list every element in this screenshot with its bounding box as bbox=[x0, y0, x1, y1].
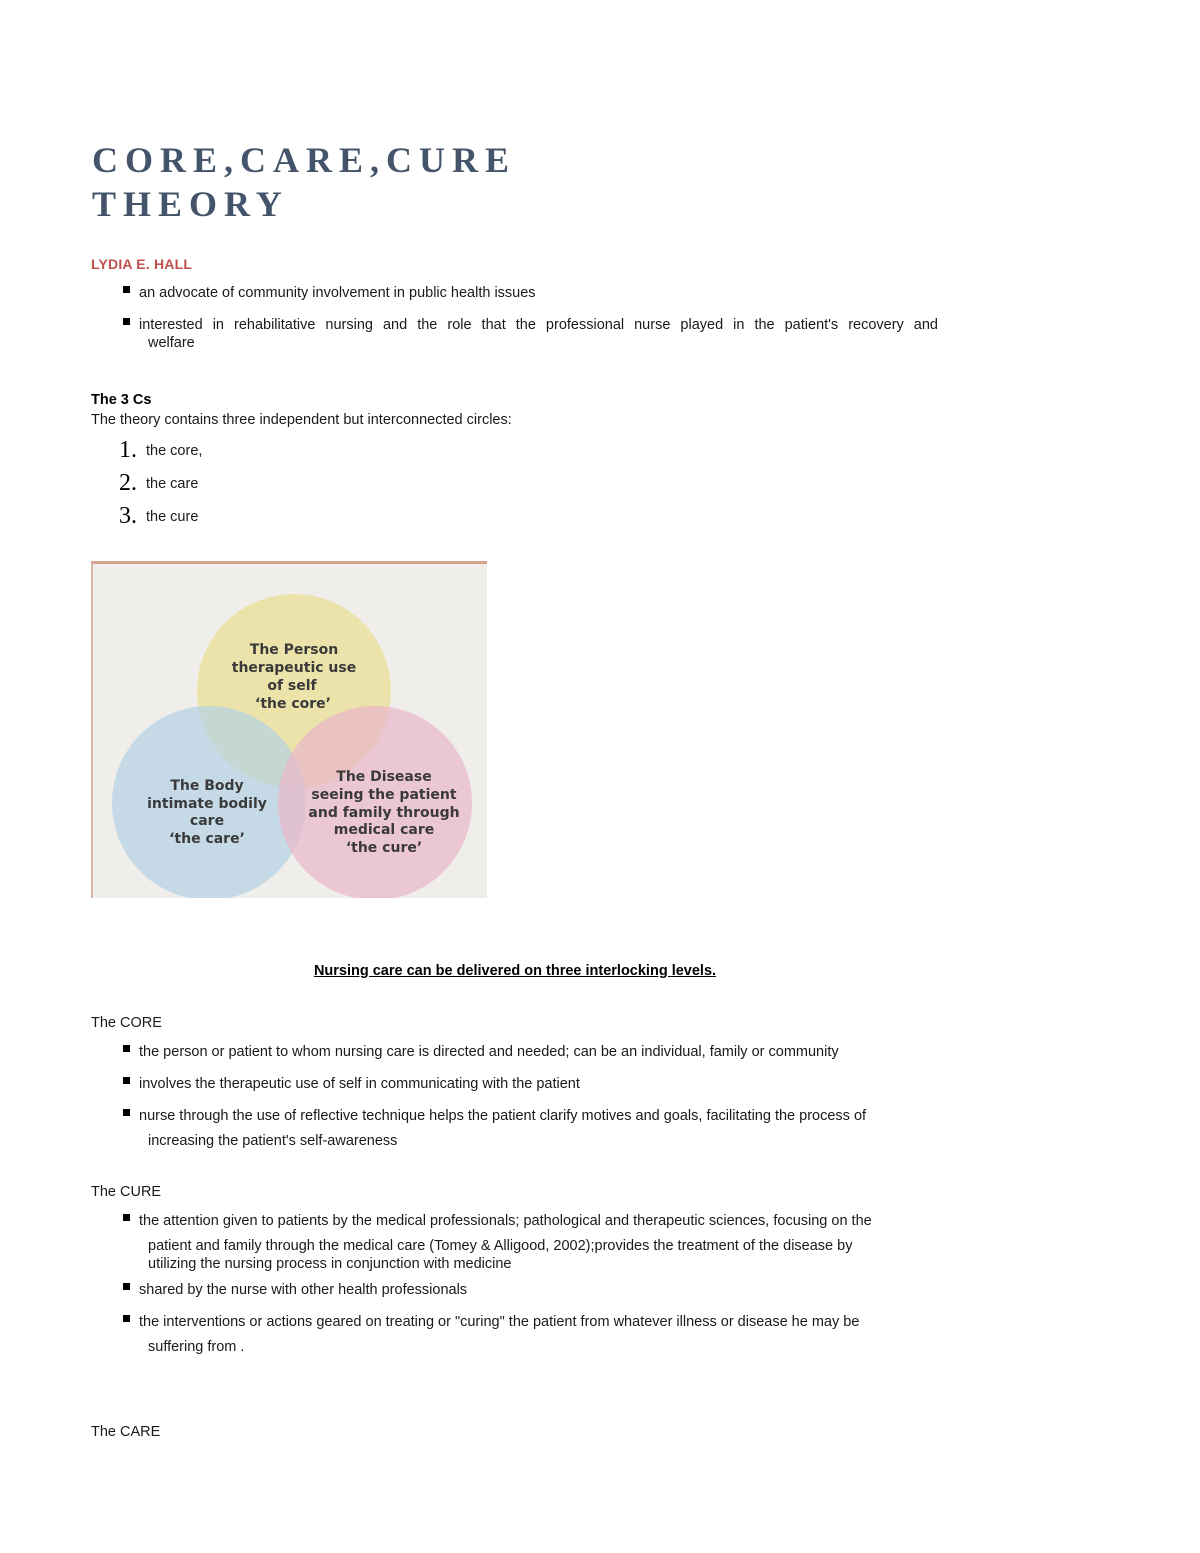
list-item: interested in rehabilitative nursing and the role that the professional nurse played in the patient's recovery and welfare bbox=[120, 315, 940, 353]
disease-label-1: The Disease bbox=[336, 769, 432, 785]
levels-heading: Nursing care can be delivered on three interlocking levels. bbox=[313, 963, 717, 979]
core-list bbox=[120, 1042, 940, 1151]
body-label-2: intimate bodily bbox=[147, 796, 267, 812]
list-item: shared by the nurse with other health professionals bbox=[120, 1280, 940, 1300]
disease-label-5: ‘the cure’ bbox=[345, 840, 423, 856]
section-label-cure: The CURE bbox=[91, 1184, 162, 1200]
disease-label-4: medical care bbox=[333, 822, 435, 838]
title-line-2: THEORY bbox=[92, 184, 289, 224]
author-name: LYDIA E. HALL bbox=[91, 256, 193, 272]
person-label-4: ‘the core’ bbox=[255, 696, 331, 712]
disease-label-2: seeing the patient bbox=[311, 787, 457, 803]
list-number: 3. bbox=[119, 503, 137, 529]
venn-diagram bbox=[93, 564, 487, 898]
section-label-care: The CARE bbox=[91, 1424, 161, 1440]
list-item: 3. the cure bbox=[119, 503, 199, 529]
list-item: the person or patient to whom nursing care is directed and needed; can be an individual, family or community bbox=[120, 1042, 940, 1062]
list-item: 1. the core, bbox=[119, 437, 203, 463]
body-label-3: care bbox=[189, 813, 225, 829]
title-line-1: CORE,CARE,CURE bbox=[92, 140, 517, 180]
document-title bbox=[92, 138, 516, 226]
list-item: an advocate of community involvement in public health issues bbox=[120, 283, 940, 303]
cure-list bbox=[120, 1211, 940, 1357]
person-label-2: therapeutic use bbox=[231, 660, 357, 676]
list-item: 2. the care bbox=[119, 470, 199, 496]
section-label-core: The CORE bbox=[91, 1015, 162, 1031]
three-cs-list bbox=[119, 434, 202, 533]
list-item: involves the therapeutic use of self in communicating with the patient bbox=[120, 1074, 940, 1094]
body-label-1: The Body bbox=[170, 778, 244, 794]
disease-label-3: and family through bbox=[308, 805, 460, 821]
list-item: the interventions or actions geared on treating or "curing" the patient from whatever illness or disease he may be suffering from . bbox=[120, 1312, 940, 1357]
section-heading-3cs: The 3 Cs bbox=[91, 392, 152, 408]
author-points-list bbox=[120, 283, 940, 353]
list-item: nurse through the use of reflective technique helps the patient clarify motives and goals, facilitating the process of increasing the patient's self-awareness bbox=[120, 1106, 940, 1151]
list-number: 1. bbox=[119, 437, 137, 463]
person-label-1: The Person bbox=[249, 642, 339, 658]
venn-diagram-figure bbox=[91, 561, 487, 898]
body-label-4: ‘the care’ bbox=[169, 831, 245, 847]
list-item: the attention given to patients by the medical professionals; pathological and therapeutic sciences, focusing on the patient and family through the medical care (Tomey & Alligood, 2002);provides the treatment of the disease by utilizing the nursing process in conjunction with medicine bbox=[120, 1211, 940, 1274]
person-label-3: of self bbox=[267, 678, 317, 694]
list-number: 2. bbox=[119, 470, 137, 496]
section-intro: The theory contains three independent but interconnected circles: bbox=[91, 412, 512, 428]
